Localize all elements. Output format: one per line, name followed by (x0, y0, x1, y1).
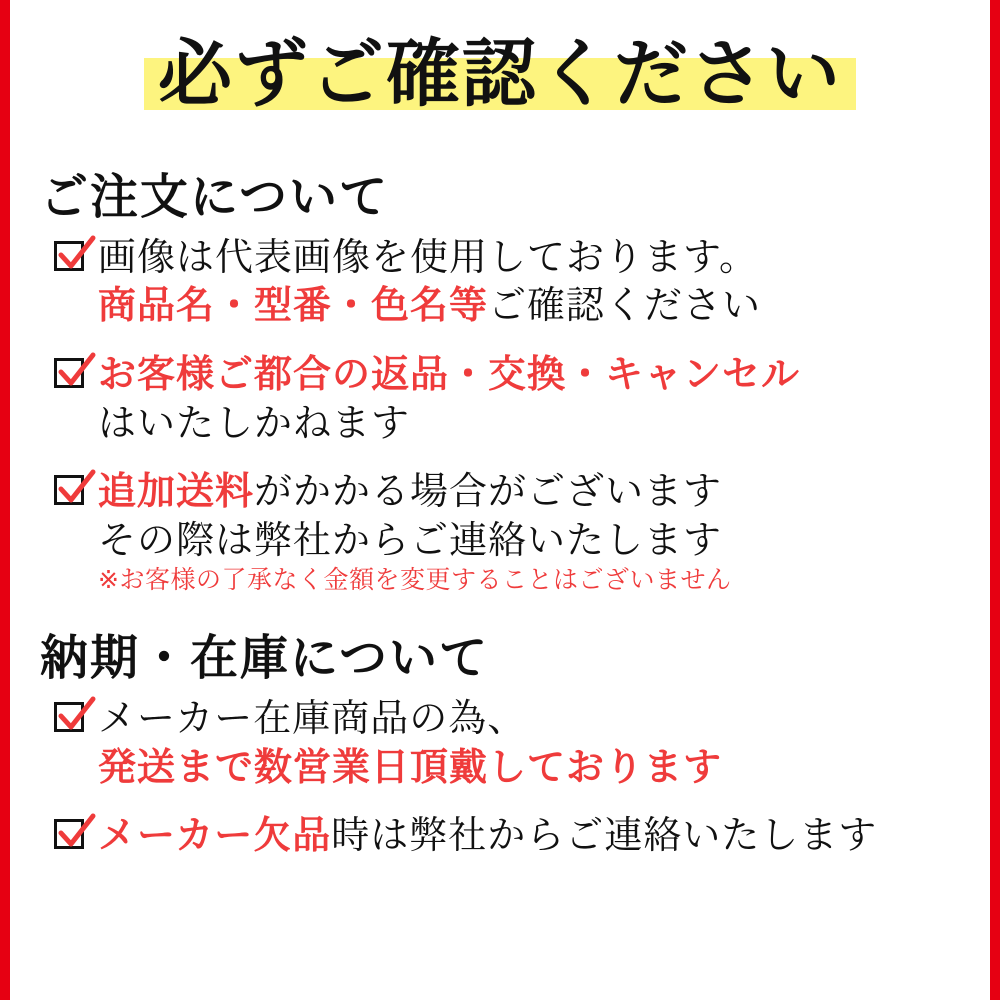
right-accent-bar (990, 0, 1000, 1000)
list-item-line: お客様ご都合の返品・交換・キャンセル (98, 351, 801, 396)
list-item-text (98, 350, 990, 447)
list-item-line: 画像は代表画像を使用しております。 (98, 234, 758, 279)
checkbox-checked-icon (54, 358, 90, 394)
list-item (54, 233, 990, 330)
list-item-line (98, 811, 990, 860)
list-item-line-suffix: 時は弊社からご連絡いたします (331, 813, 878, 858)
checkbox-checked-icon (54, 241, 90, 277)
emphasis-text: メーカー欠品 (98, 813, 332, 858)
list-item-line: メーカー在庫商品の為、 (98, 695, 527, 740)
checkbox-checked-icon (54, 819, 90, 855)
emphasis-text: 商品名・型番・色名等 (98, 283, 489, 328)
list-item-text (98, 233, 990, 330)
checkbox-checked-icon (54, 702, 90, 738)
list-item (54, 811, 990, 860)
left-accent-bar (0, 0, 10, 1000)
page-title-wrapper (10, 0, 990, 117)
list-item-line (98, 281, 990, 330)
list-item-line: 発送まで数営業日頂戴しております (98, 744, 723, 789)
section-heading-orders: ご注文について (40, 168, 390, 225)
list-item-text (98, 811, 990, 860)
checkbox-checked-icon (54, 475, 90, 511)
list-item (54, 350, 990, 447)
page-title (144, 31, 856, 117)
list-item-text (98, 694, 990, 791)
list-item (54, 467, 990, 597)
list-item-line: その際は弊社からご連絡いたします (98, 517, 723, 562)
list-item-text (98, 467, 990, 597)
section-heading-delivery: 納期・在庫について (40, 629, 490, 686)
page-title-text: 必ずご確認ください (158, 31, 842, 117)
list-item-line (98, 467, 990, 516)
list-item (54, 694, 990, 791)
notice-content (10, 0, 990, 1000)
list-item-note: ※お客様の了承なく金額を変更することはございません (98, 565, 732, 595)
list-item-line-suffix: ご確認ください (488, 283, 762, 328)
list-item-line-suffix: がかかる場合がございます (254, 469, 723, 514)
emphasis-text: 追加送料 (98, 469, 255, 514)
list-item-line: はいたしかねます (98, 400, 411, 445)
